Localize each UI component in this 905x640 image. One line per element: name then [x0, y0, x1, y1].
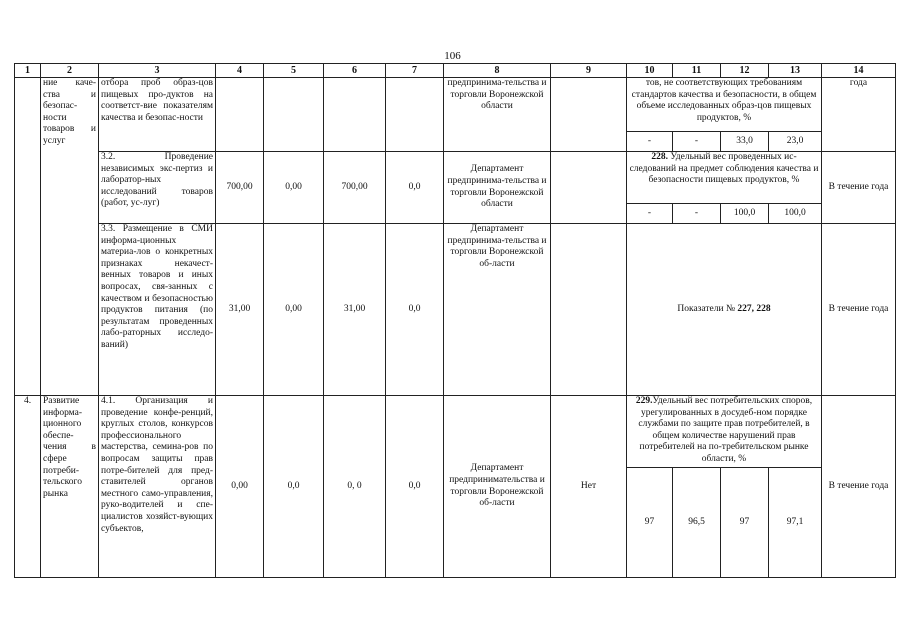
header-cell: 10 [627, 64, 673, 78]
deadline-cell: года [822, 78, 896, 152]
value-11: 96,5 [673, 468, 721, 578]
header-cell: 4 [216, 64, 264, 78]
executor-cell: предпринима-тельства и торговли Воронежской области [444, 78, 551, 152]
header-cell: 3 [99, 64, 216, 78]
header-row [15, 64, 896, 78]
indicators-numbers: 227, 228 [737, 303, 771, 314]
amount-cell: 0,00 [264, 152, 324, 224]
deadline-cell: В течение года [822, 396, 896, 578]
amount-cell: 700,00 [216, 152, 264, 224]
program-table [14, 63, 896, 578]
indicator-cell [627, 224, 822, 396]
executor-cell: Департамент предпринима-тельства и торговли Воронежской области [444, 152, 551, 224]
value-13: 100,0 [769, 204, 822, 224]
header-cell: 8 [444, 64, 551, 78]
amount-cell [216, 78, 264, 152]
executor-cell: Департамент предпринима-тельства и торговли Воронежской об-ласти [444, 224, 551, 396]
col9-cell: Нет [551, 396, 627, 578]
header-cell: 1 [15, 64, 41, 78]
activity-text: отбора проб образ-цов пищевых про-дуктов на соответст-вие показателям качества и безопас-ности [99, 78, 216, 152]
direction-name: ние каче-ства и безопас-ности товаров и услуг [41, 78, 99, 396]
indicator-cell: тов, не соответствующих требованиям стандартов качества и безопасности, в общем объеме исследованных образ-цов пищевых продуктов, % [627, 78, 822, 132]
header-cell: 14 [822, 64, 896, 78]
amount-cell [324, 78, 386, 152]
amount-cell: 31,00 [216, 224, 264, 396]
deadline-cell: В течение года [822, 152, 896, 224]
header-cell: 11 [673, 64, 721, 78]
page-number: 106 [444, 50, 461, 62]
direction-name: Развитие информа-ционного обеспе-чения в сфере потреби-тельского рынка [41, 396, 99, 578]
indicator-cell [627, 396, 822, 468]
table-row [15, 78, 896, 132]
header-cell: 6 [324, 64, 386, 78]
value-10: - [627, 204, 673, 224]
header-cell: 12 [721, 64, 769, 78]
value-10: 97 [627, 468, 673, 578]
amount-cell [386, 78, 444, 152]
table-row [15, 224, 896, 396]
indicator-text: Удельный вес проведенных ис-следований на предмет соблюдения качества и безопасности пищевых продуктов, % [629, 152, 819, 186]
amount-cell: 700,00 [324, 152, 386, 224]
col9-cell [551, 224, 627, 396]
value-12: 33,0 [721, 132, 769, 152]
deadline-cell: В течение года [822, 224, 896, 396]
value-12: 100,0 [721, 204, 769, 224]
value-13: 97,1 [769, 468, 822, 578]
header-cell: 2 [41, 64, 99, 78]
activity-text: 3.3. Размещение в СМИ информа-ционных материа-лов о конкретных признаках некачест-венных товаров и иных вопросах, свя-занных с качеством и безопасностью продуктов питания (по результатам проведенных лабо-раторных исследо-ваний) [99, 224, 216, 396]
table-row [15, 152, 896, 204]
amount-cell: 0,0 [386, 152, 444, 224]
activity-text: 3.2. Проведение независимых экс-пертиз и лаборатор-ных исследований товаров (работ, ус-луг) [99, 152, 216, 224]
value-12: 97 [721, 468, 769, 578]
amount-cell: 31,00 [324, 224, 386, 396]
indicators-prefix: Показатели № [677, 303, 738, 314]
value-13: 23,0 [769, 132, 822, 152]
executor-cell: Департамент предпринимательства и торговли Воронежской об-ласти [444, 396, 551, 578]
value-10: - [627, 132, 673, 152]
row-number-cell: 4. [15, 396, 41, 578]
amount-cell: 0,00 [216, 396, 264, 578]
header-cell: 9 [551, 64, 627, 78]
header-cell: 7 [386, 64, 444, 78]
indicator-number: 229. [635, 396, 653, 406]
indicator-number: 228. [651, 152, 669, 162]
indicator-cell [627, 152, 822, 204]
activity-text: 4.1. Организация и проведение конфе-ренций, круглых столов, конкурсов профессионального мастерства, семина-ров по вопросам защиты прав потре-бителей для пред-ставителей органов местного само-управления, руко-водителей и спе-циалистов хозяйст-вующих субъектов, [99, 396, 216, 578]
value-11: - [673, 204, 721, 224]
table-row [15, 396, 896, 468]
amount-cell: 0,0 [264, 396, 324, 578]
amount-cell: 0,0 [386, 396, 444, 578]
amount-cell: 0,00 [264, 224, 324, 396]
header-cell: 5 [264, 64, 324, 78]
col9-cell [551, 78, 627, 152]
amount-cell: 0, 0 [324, 396, 386, 578]
amount-cell [264, 78, 324, 152]
amount-cell: 0,0 [386, 224, 444, 396]
value-11: - [673, 132, 721, 152]
header-cell: 13 [769, 64, 822, 78]
indicator-text: Удельный вес потребительских споров, урегулированных в досудеб-ном порядке службами по защите прав потребителей, в общем количестве нарушений прав потребителей на по-требительском рынке области, % [638, 396, 813, 464]
row-number-cell [15, 78, 41, 396]
col9-cell [551, 152, 627, 224]
